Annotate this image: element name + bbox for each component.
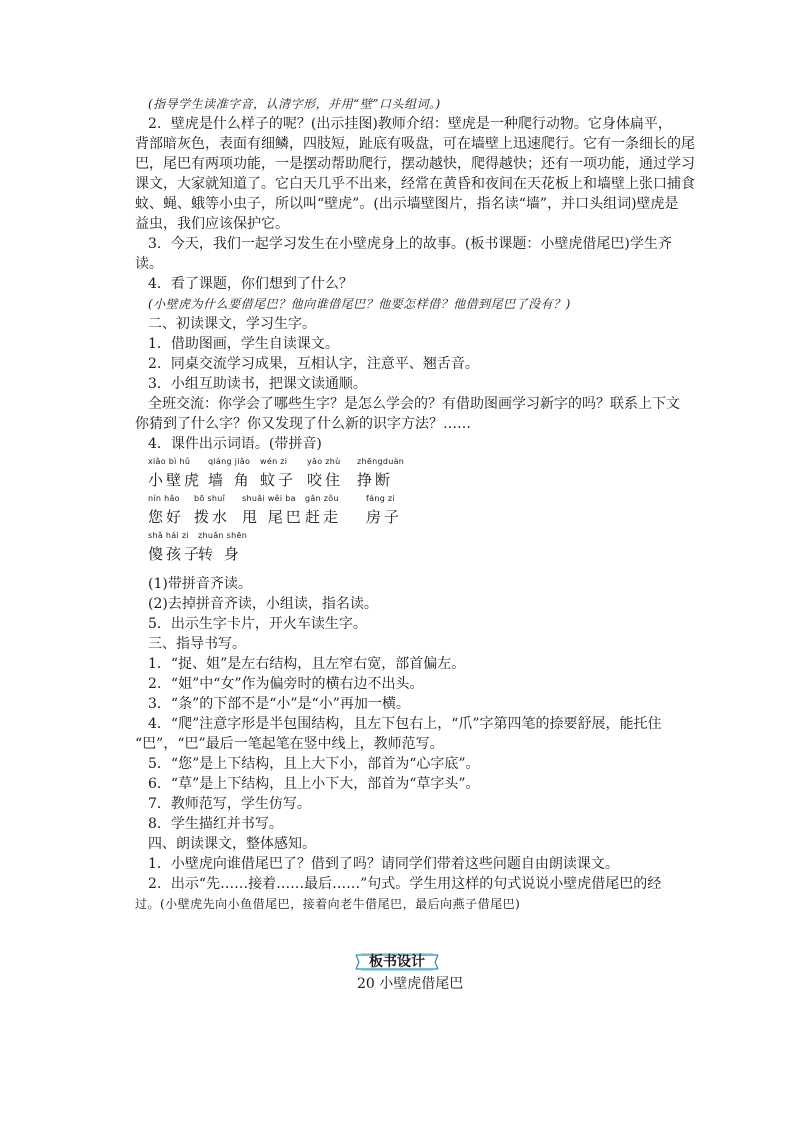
text-line: 四、朗读课文，整体感知。 xyxy=(148,836,316,852)
text-line: (1)带拼音齐读。 xyxy=(148,576,252,592)
vocabulary-word: 傻孩子 xyxy=(148,545,203,563)
pinyin-text: fáng zi xyxy=(366,494,395,503)
board-title: 20 小壁虎借尾巴 xyxy=(357,976,464,992)
text-line: 5．“您”是上下结构，且上大下小，部首为“心字底”。 xyxy=(148,756,480,772)
pinyin-text: zhuǎn shēn xyxy=(198,531,248,540)
text-line: (2)去掉拼音齐读，小组读，指名读。 xyxy=(148,596,378,612)
vocabulary-word: 甩 尾巴 xyxy=(242,508,304,526)
text-line: 8．学生描红并书写。 xyxy=(148,816,283,832)
text-line: 4．课件出示词语。(带拼音) xyxy=(148,436,322,452)
text-line: 过。(小壁虎先向小鱼借尾巴，接着向老牛借尾巴，最后向燕子借尾巴) xyxy=(135,897,521,911)
text-line: (小壁虎为什么要借尾巴？他向谁借尾巴？他要怎样借？他借到尾巴了没有？) xyxy=(148,297,571,311)
pinyin-text: shuǎi wěi ba xyxy=(242,494,296,503)
vocabulary-word: 赶走 xyxy=(305,508,342,526)
vocabulary-word: 咬住 xyxy=(307,471,344,489)
text-line: 三、指导书写。 xyxy=(148,636,246,652)
vocabulary-word: 拨水 xyxy=(194,508,231,526)
lesson-body xyxy=(135,94,695,914)
text-line: 读。 xyxy=(135,256,163,272)
vocabulary-word: 房子 xyxy=(366,508,403,526)
text-line: (指导学生读准字音，认清字形，并用“壁”口头组词。) xyxy=(148,97,441,111)
text-line: 2．同桌交流学习成果，互相认字，注意平、翘舌音。 xyxy=(148,356,479,372)
vocabulary-pinyin-table xyxy=(148,454,683,574)
text-line: 课文，大家就知道了。它白天几乎不出来，经常在黄昏和夜间在天花板上和墙壁上张口捕食 xyxy=(135,176,695,192)
board-design-banner xyxy=(355,953,439,973)
text-line: 1．小壁虎向谁借尾巴了？借到了吗？请同学们带着这些问题自由朗读课文。 xyxy=(148,856,619,872)
pinyin-text: qiáng jiǎo xyxy=(208,457,251,466)
pinyin-row xyxy=(148,531,683,571)
text-line: 二、初读课文，学习生字。 xyxy=(148,316,316,332)
text-line: 7．教师范写，学生仿写。 xyxy=(148,796,311,812)
pinyin-row xyxy=(148,457,683,497)
vocabulary-word: 小壁虎 xyxy=(148,471,203,489)
pinyin-text: yǎo zhù xyxy=(307,457,341,466)
text-line: “巴”，“巴”最后一笔起笔在竖中线上，教师范写。 xyxy=(135,736,444,752)
text-line: 全班交流：你学会了哪些生字？是怎么学会的？有借助图画学习新字的吗？联系上下文 xyxy=(148,396,680,412)
text-line: 益虫，我们应该保护它。 xyxy=(135,216,289,232)
pinyin-text: xiǎo bì hǔ xyxy=(148,457,191,466)
text-line: 3．“条”的下部不是“小”是“小”再加一横。 xyxy=(148,696,410,712)
vocabulary-word: 转 身 xyxy=(198,545,242,563)
text-line: 蚊、蝇、蛾等小虫子，所以叫“壁虎”。(出示墙壁图片，指名读“墙”，并口头组词)壁虎是 xyxy=(135,196,679,212)
pinyin-text: gǎn zǒu xyxy=(305,494,339,503)
lesson-paragraphs-continued xyxy=(135,574,683,914)
pinyin-text: shǎ hái zi xyxy=(148,531,189,540)
text-line: 4．“爬”注意字形是半包围结构，且左下包右上，“爪”字第四笔的捺要舒展，能托住 xyxy=(148,716,662,732)
pinyin-row xyxy=(148,494,683,534)
text-line: 2．壁虎是什么样子的呢？(出示挂图)教师介绍：壁虎是一种爬行动物。它身体扁平， xyxy=(148,116,672,132)
text-line: 巴，尾巴有两项功能，一是摆动帮助爬行，摆动越快，爬得越快；还有一项功能，通过学习 xyxy=(135,156,695,172)
lesson-paragraphs xyxy=(135,94,695,454)
pinyin-text: wén zi xyxy=(260,457,288,466)
vocabulary-word: 您好 xyxy=(148,508,185,526)
text-line: 4．看了课题，你们想到了什么？ xyxy=(148,276,353,292)
text-line: 3．小组互助读书，把课文读通顺。 xyxy=(148,376,367,392)
vocabulary-word: 蚊子 xyxy=(260,471,297,489)
board-design-label: 板书设计 xyxy=(369,954,425,970)
text-line: 2．“姐”中“女”作为偏旁时的横右边不出头。 xyxy=(148,676,424,692)
vocabulary-word: 挣断 xyxy=(357,471,394,489)
text-line: 背部暗灰色，表面有细鳞，四肢短，趾底有吸盘，可在墙壁上迅速爬行。它有一条细长的尾 xyxy=(135,136,695,152)
text-line: 2．出示“先……接着……最后……”句式。学生用这样的句式说说小壁虎借尾巴的经 xyxy=(148,876,662,892)
pinyin-text: zhēngduàn xyxy=(357,457,405,466)
text-line: 6．“草”是上下结构，且上小下大，部首为“草字头”。 xyxy=(148,776,480,792)
text-line: 5．出示生字卡片，开火车读生字。 xyxy=(148,616,367,632)
text-line: 1．借助图画，学生自读课文。 xyxy=(148,336,339,352)
text-line: 1．“捉、姐”是左右结构，且左窄右宽，部首偏左。 xyxy=(148,656,466,672)
pinyin-text: bō shuǐ xyxy=(194,494,226,503)
vocabulary-word: 墙 角 xyxy=(208,471,252,489)
pinyin-text: nín hǎo xyxy=(148,494,180,503)
text-line: 你猜到了什么字？你又发现了什么新的识字方法？…… xyxy=(135,416,471,432)
text-line: 3．今天，我们一起学习发生在小壁虎身上的故事。(板书课题：小壁虎借尾巴)学生齐 xyxy=(148,236,672,252)
